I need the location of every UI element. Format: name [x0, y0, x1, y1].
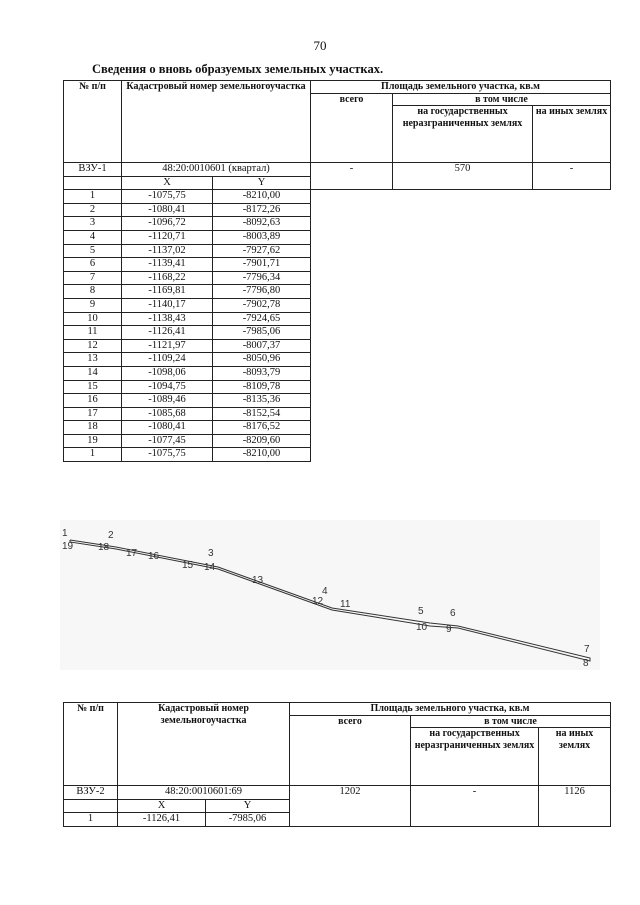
- point-y: -8210,00: [213, 190, 311, 204]
- point-number: 19: [64, 434, 122, 448]
- header-other: на иных землях: [539, 728, 611, 786]
- coordinate-row: [64, 230, 611, 244]
- point-y: -8209,60: [213, 434, 311, 448]
- point-y: -8109,78: [213, 380, 311, 394]
- header-total: всего: [311, 93, 393, 163]
- coordinate-row: [64, 326, 611, 340]
- point-x: -1121,97: [122, 339, 213, 353]
- point-y: -7924,65: [213, 312, 311, 326]
- point-number: 13: [64, 353, 122, 367]
- point-number: 10: [64, 312, 122, 326]
- sketch-background: [60, 520, 600, 670]
- header-area: Площадь земельного участка, кв.м: [311, 81, 611, 94]
- sketch-point-label: 19: [62, 541, 74, 552]
- sketch-point-label: 5: [418, 606, 424, 617]
- point-x: -1077,45: [122, 434, 213, 448]
- point-x: -1075,75: [122, 190, 213, 204]
- point-number: 7: [64, 271, 122, 285]
- point-number: 17: [64, 407, 122, 421]
- point-x: -1098,06: [122, 366, 213, 380]
- sketch-point-label: 2: [108, 530, 114, 541]
- parcel-undelimited: 570: [393, 163, 533, 190]
- sketch-point-label: 6: [450, 608, 456, 619]
- point-number: 15: [64, 380, 122, 394]
- point-x: -1126,41: [122, 326, 213, 340]
- point-number: 1: [64, 448, 122, 462]
- point-x: -1075,75: [122, 448, 213, 462]
- point-x: -1126,41: [118, 813, 206, 827]
- parcel-1-table: [63, 80, 611, 462]
- header-number: № п/п: [64, 81, 122, 163]
- point-x: -1109,24: [122, 353, 213, 367]
- coordinate-row: [64, 421, 611, 435]
- sketch-point-label: 1: [62, 528, 68, 539]
- header-total: всего: [290, 715, 411, 786]
- point-y: -7796,34: [213, 271, 311, 285]
- sketch-point-label: 4: [322, 586, 328, 597]
- point-y: -7985,06: [213, 326, 311, 340]
- point-number: 4: [64, 230, 122, 244]
- coordinate-row: [64, 244, 611, 258]
- parcel-2-table: [63, 702, 611, 827]
- point-y: -8007,37: [213, 339, 311, 353]
- sketch-point-label: 11: [340, 599, 351, 610]
- header-including: в том числе: [411, 715, 611, 728]
- point-y: -8172,26: [213, 203, 311, 217]
- parcel-sketch: [60, 520, 600, 670]
- sketch-point-label: 14: [204, 562, 216, 573]
- point-y: -8050,96: [213, 353, 311, 367]
- coordinate-row: [64, 258, 611, 272]
- coord-y-header: Y: [213, 176, 311, 190]
- point-x: -1139,41: [122, 258, 213, 272]
- parcel-total: 1202: [290, 786, 411, 827]
- coord-y-header: Y: [206, 799, 290, 813]
- coord-x-header: X: [118, 799, 206, 813]
- coordinate-row: [64, 203, 611, 217]
- coordinate-row: [64, 339, 611, 353]
- point-number: 18: [64, 421, 122, 435]
- point-number: 14: [64, 366, 122, 380]
- sketch-point-label: 12: [312, 596, 324, 607]
- point-number: 16: [64, 394, 122, 408]
- coordinate-row: [64, 394, 611, 408]
- point-y: -8093,79: [213, 366, 311, 380]
- parcel-total: -: [311, 163, 393, 190]
- point-y: -7902,78: [213, 298, 311, 312]
- coordinate-row: [64, 298, 611, 312]
- document-heading: Сведения о вновь образуемых земельных участках.: [92, 62, 384, 76]
- coordinate-row: [64, 353, 611, 367]
- page-number: 70: [313, 38, 327, 53]
- sketch-point-label: 16: [148, 551, 160, 562]
- point-x: -1080,41: [122, 421, 213, 435]
- point-x: -1085,68: [122, 407, 213, 421]
- point-y: -7796,80: [213, 285, 311, 299]
- sketch-point-label: 17: [126, 548, 138, 559]
- point-number: 6: [64, 258, 122, 272]
- parcel-cadastral: 48:20:0010601 (квартал): [122, 163, 311, 177]
- header-cadastral: Кадастровый номер земельногоучастка: [122, 81, 311, 163]
- sketch-point-label: 18: [98, 542, 110, 553]
- point-number: 1: [64, 813, 118, 827]
- point-number: 11: [64, 326, 122, 340]
- point-x: -1168,22: [122, 271, 213, 285]
- point-x: -1094,75: [122, 380, 213, 394]
- point-y: -8176,52: [213, 421, 311, 435]
- point-number: 9: [64, 298, 122, 312]
- point-number: 1: [64, 190, 122, 204]
- point-y: -8210,00: [213, 448, 311, 462]
- coordinate-row: [64, 407, 611, 421]
- parcel-cadastral: 48:20:0010601:69: [118, 786, 290, 800]
- point-y: -8135,36: [213, 394, 311, 408]
- point-x: -1096,72: [122, 217, 213, 231]
- coordinate-row: [64, 271, 611, 285]
- coordinate-row: [64, 434, 611, 448]
- coordinate-row: [64, 190, 611, 204]
- coordinate-row: [64, 448, 611, 462]
- coord-blank: [64, 176, 122, 190]
- header-other: на иных землях: [533, 106, 611, 163]
- point-x: -1120,71: [122, 230, 213, 244]
- point-y: -8092,63: [213, 217, 311, 231]
- coord-blank: [64, 799, 118, 813]
- sketch-point-label: 10: [416, 622, 428, 633]
- point-number: 12: [64, 339, 122, 353]
- coordinate-row: [64, 285, 611, 299]
- sketch-point-label: 13: [252, 575, 264, 586]
- point-x: -1169,81: [122, 285, 213, 299]
- coordinate-row: [64, 380, 611, 394]
- point-x: -1138,43: [122, 312, 213, 326]
- sketch-point-label: 9: [446, 624, 452, 635]
- point-y: -8003,89: [213, 230, 311, 244]
- point-y: -7927,62: [213, 244, 311, 258]
- coordinate-row: [64, 366, 611, 380]
- header-number: № п/п: [64, 703, 118, 786]
- point-x: -1080,41: [122, 203, 213, 217]
- coordinate-row: [64, 312, 611, 326]
- coord-x-header: X: [122, 176, 213, 190]
- point-number: 2: [64, 203, 122, 217]
- parcel-id: ВЗУ-1: [64, 163, 122, 177]
- sketch-point-label: 8: [583, 658, 589, 669]
- parcel-other: -: [533, 163, 611, 190]
- parcel-sketch-svg: [60, 520, 600, 670]
- header-including: в том числе: [393, 93, 611, 106]
- parcel-undelimited: -: [411, 786, 539, 827]
- parcel-other: 1126: [539, 786, 611, 827]
- point-number: 3: [64, 217, 122, 231]
- point-number: 8: [64, 285, 122, 299]
- header-undelimited: на государственных неразграниченных землях: [393, 106, 533, 163]
- point-x: -1137,02: [122, 244, 213, 258]
- point-x: -1089,46: [122, 394, 213, 408]
- sketch-point-label: 7: [584, 644, 590, 655]
- header-undelimited: на государственных неразграниченных землях: [411, 728, 539, 786]
- sketch-point-label: 3: [208, 548, 214, 559]
- header-area: Площадь земельного участка, кв.м: [290, 703, 611, 716]
- point-y: -8152,54: [213, 407, 311, 421]
- point-x: -1140,17: [122, 298, 213, 312]
- sketch-point-label: 15: [182, 560, 194, 571]
- header-cadastral: Кадастровый номер земельногоучастка: [118, 703, 290, 786]
- point-number: 5: [64, 244, 122, 258]
- point-y: -7985,06: [206, 813, 290, 827]
- coordinate-row: [64, 217, 611, 231]
- parcel-id: ВЗУ-2: [64, 786, 118, 800]
- point-y: -7901,71: [213, 258, 311, 272]
